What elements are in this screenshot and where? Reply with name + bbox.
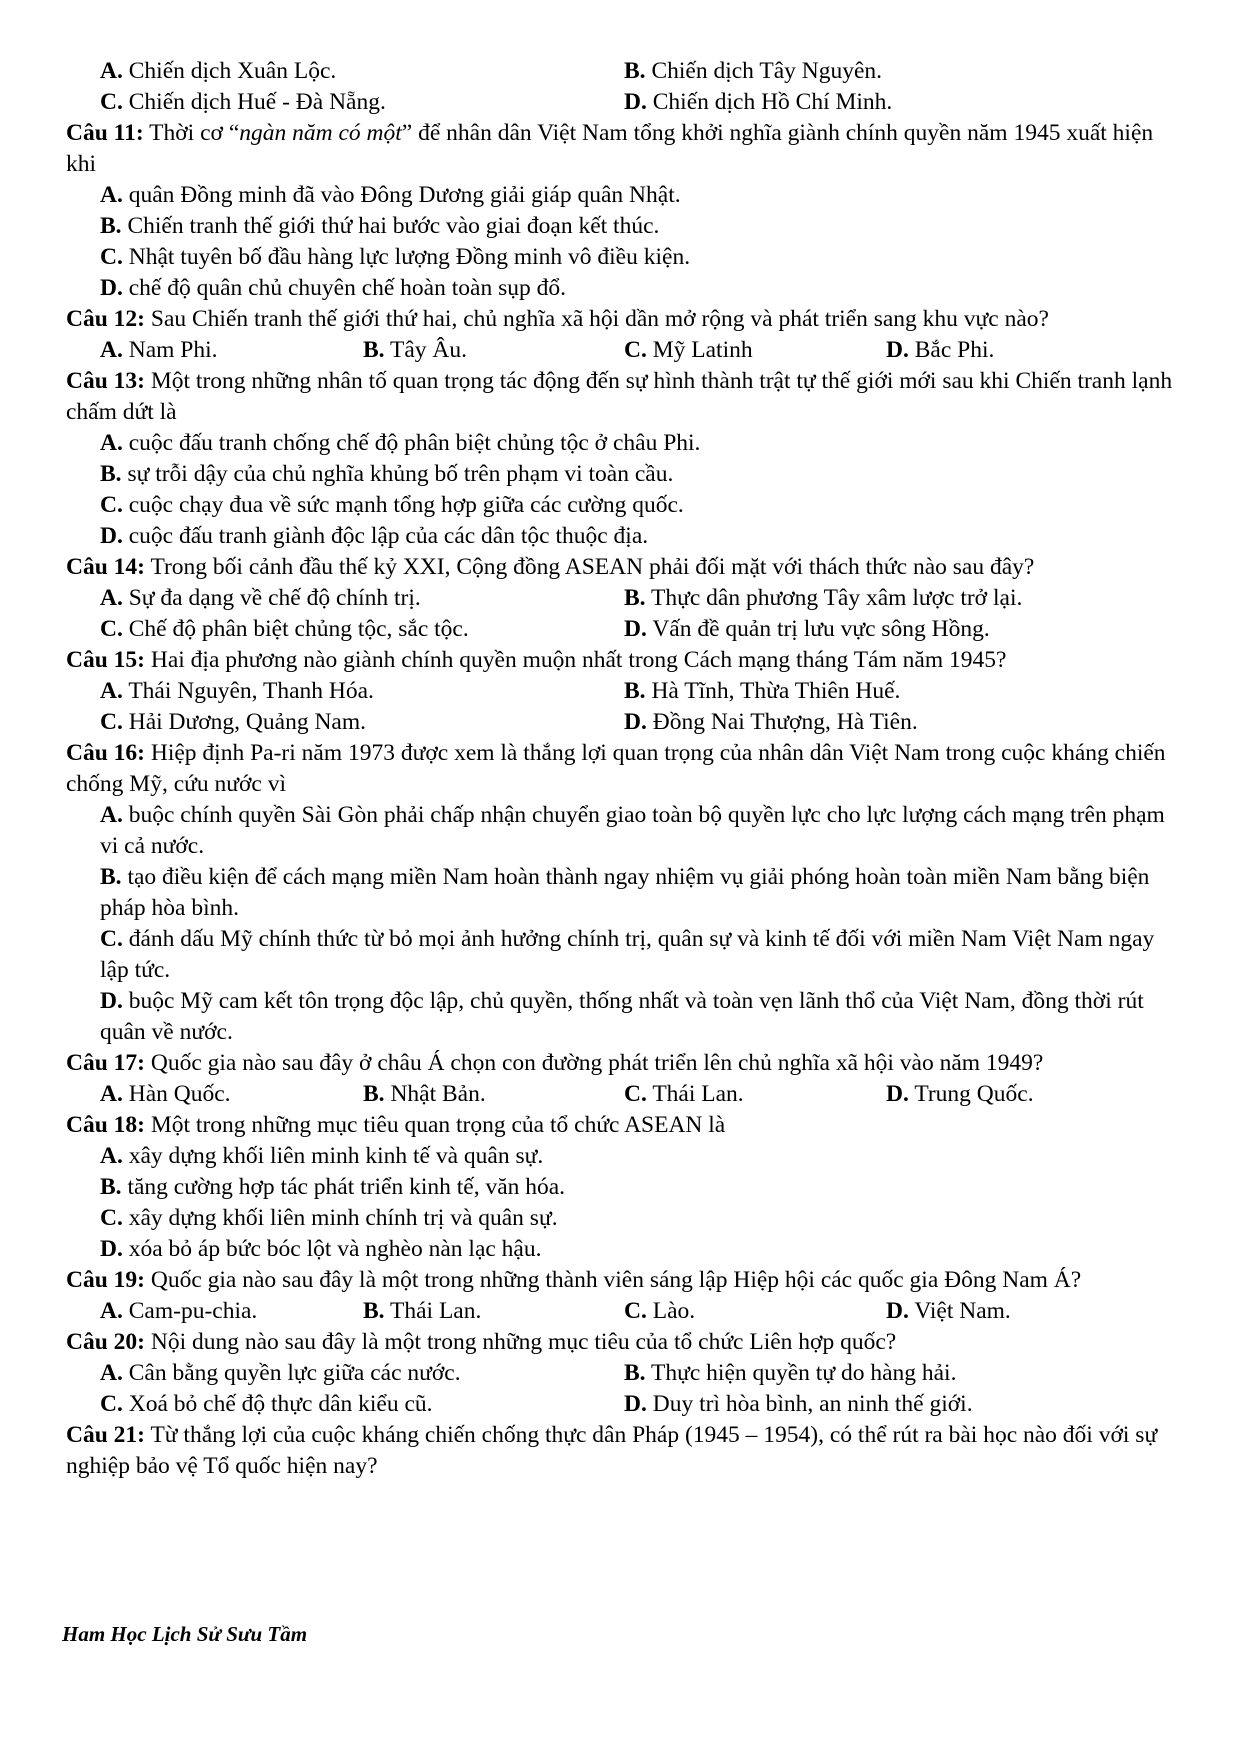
- text: xây dựng khối liên minh kinh tế và quân sự.: [128, 1143, 544, 1169]
- text: Nam Phi.: [128, 337, 218, 363]
- text: Hiệp định Pa-ri năm 1973 được xem là thắng lợi quan trọng của nhân dân Việt Nam trong cuộc kháng chiến chống Mỹ, cứu nước vì: [66, 740, 1166, 797]
- option-label: B.: [100, 461, 122, 487]
- text: Thái Lan.: [390, 1298, 482, 1324]
- option-label: D.: [624, 616, 647, 642]
- text: Chiến dịch Hồ Chí Minh.: [652, 89, 893, 115]
- q18-option-d: [66, 1234, 1176, 1265]
- text: Vấn đề quản trị lưu vực sông Hồng.: [652, 616, 990, 642]
- q15-option-d: [624, 707, 918, 738]
- option-label: A.: [100, 1081, 123, 1107]
- option-label: Câu 21:: [66, 1422, 145, 1448]
- q19-option-b: [363, 1296, 481, 1327]
- question-21: [66, 1420, 1176, 1482]
- text: Thái Nguyên, Thanh Hóa.: [128, 678, 374, 704]
- option-label: D.: [100, 988, 123, 1014]
- text: Nội dung nào sau đây là một trong những mục tiêu của tổ chức Liên hợp quốc?: [145, 1329, 897, 1355]
- option-label: A.: [100, 58, 123, 84]
- option-label: C.: [100, 709, 123, 735]
- text: xây dựng khối liên minh chính trị và quân sự.: [128, 1205, 558, 1231]
- q13-option-d: [66, 521, 1176, 552]
- option-label: A.: [100, 430, 123, 456]
- text: Một trong những nhân tố quan trọng tác động đến sự hình thành trật tự thế giới mới sau khi Chiến tranh lạnh chấm dứt là: [66, 368, 1173, 425]
- text: ngàn năm có một: [239, 120, 402, 146]
- q15-options-row-2: [66, 707, 1176, 738]
- text: Lào.: [652, 1298, 696, 1324]
- text: Thái Lan.: [652, 1081, 744, 1107]
- q16-option-a: [66, 800, 1176, 862]
- q15-option-c: [100, 707, 366, 738]
- q11-option-c: [66, 242, 1176, 273]
- text: Bắc Phi.: [914, 337, 995, 363]
- q16-option-b: [66, 862, 1176, 924]
- text: Nhật tuyên bố đầu hàng lực lượng Đồng minh vô điều kiện.: [128, 244, 691, 270]
- text: tạo điều kiện để cách mạng miền Nam hoàn thành ngay nhiệm vụ giải phóng hoàn toàn miền Nam bằng biện pháp hòa bình.: [100, 864, 1150, 921]
- text: Duy trì hòa bình, an ninh thế giới.: [652, 1391, 973, 1417]
- option-label: Câu 11:: [66, 120, 144, 146]
- option-label: C.: [100, 492, 123, 518]
- option-label: D.: [624, 89, 647, 115]
- q15-option-a: [100, 676, 374, 707]
- q17-option-c: [624, 1079, 744, 1110]
- q11-option-b: [66, 211, 1176, 242]
- q20-option-c: [100, 1389, 433, 1420]
- q19-options: [66, 1296, 1176, 1327]
- option-label: Câu 15:: [66, 647, 145, 673]
- text: buộc Mỹ cam kết tôn trọng độc lập, chủ quyền, thống nhất và toàn vẹn lãnh thổ của Việt Nam, đồng thời rút quân về nước.: [100, 988, 1144, 1045]
- top-options-row-2: [66, 87, 1176, 118]
- option-label: A.: [100, 678, 123, 704]
- text: Thực hiện quyền tự do hàng hải.: [651, 1360, 957, 1386]
- text: Cân bằng quyền lực giữa các nước.: [128, 1360, 461, 1386]
- option-label: Câu 17:: [66, 1050, 145, 1076]
- text: Trong bối cảnh đầu thế kỷ XXI, Cộng đồng ASEAN phải đối mặt với thách thức nào sau đây?: [145, 554, 1035, 580]
- option-label: Câu 16:: [66, 740, 145, 766]
- text: Sau Chiến tranh thế giới thứ hai, chủ nghĩa xã hội dần mở rộng và phát triển sang khu vực nào?: [145, 306, 1049, 332]
- option-label: B.: [100, 864, 122, 890]
- option-label: A.: [100, 182, 123, 208]
- option-label: B.: [363, 1298, 385, 1324]
- q12-option-c: [624, 335, 753, 366]
- text: Nhật Bản.: [390, 1081, 486, 1107]
- option-label: Câu 19:: [66, 1267, 145, 1293]
- question-14: [66, 552, 1176, 583]
- q19-option-d: [886, 1296, 1011, 1327]
- text: cuộc chạy đua về sức mạnh tổng hợp giữa các cường quốc.: [128, 492, 684, 518]
- text: Chiến tranh thế giới thứ hai bước vào giai đoạn kết thúc.: [127, 213, 660, 239]
- q18-option-b: [66, 1172, 1176, 1203]
- option-label: A.: [100, 1143, 123, 1169]
- text: Một trong những mục tiêu quan trọng của tổ chức ASEAN là: [145, 1112, 726, 1138]
- q13-option-a: [66, 428, 1176, 459]
- text: Đồng Nai Thượng, Hà Tiên.: [652, 709, 918, 735]
- question-20: [66, 1327, 1176, 1358]
- option-label: D.: [100, 523, 123, 549]
- option-d: [624, 87, 892, 118]
- text: Thực dân phương Tây xâm lược trở lại.: [651, 585, 1023, 611]
- question-11: [66, 118, 1176, 180]
- text: Thời cơ “: [143, 120, 240, 146]
- text: sự trỗi dậy của chủ nghĩa khủng bố trên phạm vi toàn cầu.: [127, 461, 674, 487]
- text: Hàn Quốc.: [128, 1081, 231, 1107]
- text: tăng cường hợp tác phát triển kinh tế, văn hóa.: [127, 1174, 566, 1200]
- option-label: A.: [100, 1360, 123, 1386]
- q17-option-a: [100, 1079, 231, 1110]
- option-c: [100, 87, 386, 118]
- q20-option-a: [100, 1358, 461, 1389]
- question-13: [66, 366, 1176, 428]
- option-label: C.: [624, 337, 647, 363]
- text: Tây Âu.: [390, 337, 468, 363]
- q12-option-a: [100, 335, 218, 366]
- option-label: Câu 18:: [66, 1112, 145, 1138]
- text: Chế độ phân biệt chủng tộc, sắc tộc.: [128, 616, 469, 642]
- text: Từ thắng lợi của cuộc kháng chiến chống thực dân Pháp (1945 – 1954), có thể rút ra bài học nào đối với sự nghiệp bảo vệ Tổ quốc hiện nay?: [66, 1422, 1158, 1479]
- text: Cam-pu-chia.: [128, 1298, 258, 1324]
- option-label: A.: [100, 802, 123, 828]
- text: ” để nhân dân Việt Nam tổng khởi nghĩa giành chính quyền năm 1945 xuất hiện khi: [66, 120, 1154, 177]
- text: Hải Dương, Quảng Nam.: [128, 709, 367, 735]
- text: quân Đồng minh đã vào Đông Dương giải giáp quân Nhật.: [128, 182, 681, 208]
- option-label: C.: [100, 244, 123, 270]
- question-17: [66, 1048, 1176, 1079]
- q16-option-c: [66, 924, 1176, 986]
- q14-option-b: [624, 583, 1022, 614]
- option-label: D.: [624, 1391, 647, 1417]
- text: Sự đa dạng về chế độ chính trị.: [128, 585, 421, 611]
- q13-option-c: [66, 490, 1176, 521]
- option-label: B.: [363, 337, 385, 363]
- q14-options-row-2: [66, 614, 1176, 645]
- text: Việt Nam.: [914, 1298, 1011, 1324]
- q13-option-b: [66, 459, 1176, 490]
- option-label: B.: [100, 1174, 122, 1200]
- text: Trung Quốc.: [914, 1081, 1034, 1107]
- text: Quốc gia nào sau đây ở châu Á chọn con đường phát triển lên chủ nghĩa xã hội vào năm 1949?: [145, 1050, 1044, 1076]
- option-label: D.: [886, 1081, 909, 1107]
- text: đánh dấu Mỹ chính thức từ bỏ mọi ảnh hưởng chính trị, quân sự và kinh tế đối với miền Nam Việt Nam ngay lập tức.: [100, 926, 1155, 983]
- q19-option-c: [624, 1296, 695, 1327]
- option-label: Câu 20:: [66, 1329, 145, 1355]
- q12-option-d: [886, 335, 994, 366]
- footer-credit: Ham Học Lịch Sử Sưu Tầm: [62, 1622, 308, 1646]
- option-label: C.: [624, 1081, 647, 1107]
- option-label: B.: [624, 58, 646, 84]
- option-label: B.: [363, 1081, 385, 1107]
- option-label: C.: [100, 926, 123, 952]
- option-label: D.: [886, 337, 909, 363]
- exam-page: [66, 56, 1176, 1482]
- text: buộc chính quyền Sài Gòn phải chấp nhận chuyển giao toàn bộ quyền lực cho lực lượng cách mạng trên phạm vi cả nước.: [100, 802, 1165, 859]
- option-label: Câu 13:: [66, 368, 145, 394]
- q11-option-d: [66, 273, 1176, 304]
- option-label: B.: [100, 213, 122, 239]
- option-label: C.: [100, 1391, 123, 1417]
- q11-option-a: [66, 180, 1176, 211]
- option-label: C.: [100, 616, 123, 642]
- text: cuộc đấu tranh giành độc lập của các dân tộc thuộc địa.: [128, 523, 649, 549]
- option-label: A.: [100, 337, 123, 363]
- text: Chiến dịch Xuân Lộc.: [128, 58, 337, 84]
- q19-option-a: [100, 1296, 257, 1327]
- q17-option-d: [886, 1079, 1034, 1110]
- option-label: A.: [100, 585, 123, 611]
- text: Hai địa phương nào giành chính quyền muộn nhất trong Cách mạng tháng Tám năm 1945?: [145, 647, 1007, 673]
- q14-option-c: [100, 614, 469, 645]
- q12-option-b: [363, 335, 467, 366]
- option-label: Câu 14:: [66, 554, 145, 580]
- option-label: D.: [886, 1298, 909, 1324]
- option-label: D.: [100, 1236, 123, 1262]
- q20-options-row-2: [66, 1389, 1176, 1420]
- option-label: C.: [624, 1298, 647, 1324]
- option-a: [100, 56, 336, 87]
- q17-options: [66, 1079, 1176, 1110]
- option-label: Câu 12:: [66, 306, 145, 332]
- q14-option-d: [624, 614, 990, 645]
- option-label: A.: [100, 1298, 123, 1324]
- q20-option-d: [624, 1389, 973, 1420]
- text: Hà Tĩnh, Thừa Thiên Huế.: [651, 678, 901, 704]
- q20-option-b: [624, 1358, 956, 1389]
- question-19: [66, 1265, 1176, 1296]
- text: xóa bỏ áp bức bóc lột và nghèo nàn lạc hậu.: [128, 1236, 542, 1262]
- question-16: [66, 738, 1176, 800]
- option-label: B.: [624, 585, 646, 611]
- text: Xoá bỏ chế độ thực dân kiểu cũ.: [128, 1391, 433, 1417]
- q18-option-a: [66, 1141, 1176, 1172]
- q12-options: [66, 335, 1176, 366]
- q17-option-b: [363, 1079, 486, 1110]
- q15-options-row-1: [66, 676, 1176, 707]
- option-label: C.: [100, 1205, 123, 1231]
- option-label: D.: [100, 275, 123, 301]
- option-label: D.: [624, 709, 647, 735]
- q20-options-row-1: [66, 1358, 1176, 1389]
- text: chế độ quân chủ chuyên chế hoàn toàn sụp đổ.: [128, 275, 566, 301]
- question-12: [66, 304, 1176, 335]
- q18-option-c: [66, 1203, 1176, 1234]
- q14-option-a: [100, 583, 421, 614]
- top-options-row-1: [66, 56, 1176, 87]
- text: Chiến dịch Tây Nguyên.: [651, 58, 883, 84]
- q16-option-d: [66, 986, 1176, 1048]
- option-label: B.: [624, 1360, 646, 1386]
- q15-option-b: [624, 676, 900, 707]
- question-18: [66, 1110, 1176, 1141]
- text: Mỹ Latinh: [652, 337, 753, 363]
- option-label: C.: [100, 89, 123, 115]
- q14-options-row-1: [66, 583, 1176, 614]
- option-b: [624, 56, 882, 87]
- text: Quốc gia nào sau đây là một trong những thành viên sáng lập Hiệp hội các quốc gia Đông Nam Á?: [145, 1267, 1082, 1293]
- text: Chiến dịch Huế - Đà Nẵng.: [128, 89, 386, 115]
- text: cuộc đấu tranh chống chế độ phân biệt chủng tộc ở châu Phi.: [128, 430, 701, 456]
- question-15: [66, 645, 1176, 676]
- option-label: B.: [624, 678, 646, 704]
